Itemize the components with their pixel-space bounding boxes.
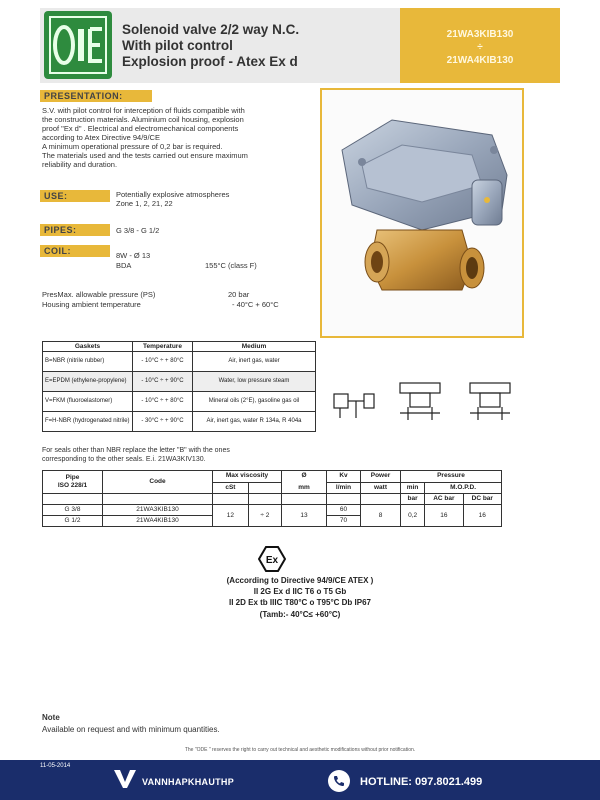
th-visc: Max viscosity bbox=[213, 471, 282, 483]
solenoid-valve-image bbox=[322, 90, 522, 336]
cell-dia: 13 bbox=[282, 505, 327, 527]
th-code: Code bbox=[103, 471, 213, 494]
ex-atex-icon bbox=[258, 546, 286, 572]
table-row bbox=[43, 392, 316, 412]
product-photo bbox=[320, 88, 524, 338]
cell-kv: 70 bbox=[327, 516, 361, 527]
coil-label: COIL: bbox=[40, 245, 110, 257]
presentation-line: The materials used and the tests carried out ensure maximum bbox=[42, 151, 248, 160]
cell: - 10°C ÷ + 80°C bbox=[133, 352, 193, 372]
presentation-line: A minimum operational pressure of 0,2 bar is required. bbox=[42, 142, 223, 151]
cell bbox=[248, 494, 281, 505]
th-temperature: Temperature bbox=[133, 342, 193, 352]
th-dia-label: Ø bbox=[301, 472, 307, 479]
coil-line-2: BDA bbox=[116, 261, 132, 270]
th-ac: AC bar bbox=[425, 494, 463, 505]
disclaimer: The "ODE " reserves the right to carry out technical and aesthetic modifications without prior notification. bbox=[184, 747, 416, 753]
th-bar: bar bbox=[401, 494, 425, 505]
cell: F=H-NBR (hydrogenated nitrile) bbox=[43, 412, 133, 432]
cell bbox=[213, 494, 249, 505]
cell-code: 21WA4KIB130 bbox=[103, 516, 213, 527]
cell bbox=[361, 494, 401, 505]
th-gaskets: Gaskets bbox=[43, 342, 133, 352]
table-row bbox=[43, 412, 316, 432]
pipes-value: G 3/8 - G 1/2 bbox=[116, 226, 160, 235]
doc-date: 11-05-2014 bbox=[40, 763, 71, 769]
cell: - 10°C ÷ + 90°C bbox=[133, 372, 193, 392]
cell bbox=[43, 494, 103, 505]
brand-name: VANNHAPKHAUTHP bbox=[142, 777, 235, 787]
ode-logo bbox=[44, 11, 112, 79]
code-1: 21WA3KIB130 bbox=[446, 29, 514, 40]
cell-visc-1: 12 bbox=[213, 505, 249, 527]
note-text: Available on request and with minimum quantities. bbox=[42, 725, 220, 734]
cell-visc-2: ÷ 2 bbox=[248, 505, 281, 527]
presentation-line: S.V. with pilot control for interception of fluids compatible with bbox=[42, 106, 245, 115]
th-kv: Kv bbox=[327, 471, 361, 483]
valve-symbols bbox=[330, 378, 530, 428]
code-sep: ÷ bbox=[477, 42, 483, 53]
th-dc: DC bar bbox=[463, 494, 501, 505]
coil-temp: 155°C (class F) bbox=[205, 261, 257, 270]
amb-value: - 40°C + 60°C bbox=[232, 300, 279, 309]
atex-line-3: II 2D Ex tb IIIC T80°C o T95°C Db IP67 bbox=[229, 598, 371, 607]
presentation-text bbox=[42, 106, 317, 169]
th-dia bbox=[282, 471, 327, 494]
cell: V=FKM (fluoroelastomer) bbox=[43, 392, 133, 412]
vnk-logo-icon bbox=[112, 766, 138, 792]
atex-line-4: (Tamb:- 40°C≤ +60°C) bbox=[259, 610, 341, 619]
pipes-label: PIPES: bbox=[40, 224, 110, 236]
cell: Air, inert gas, water R 134a, R 404a bbox=[193, 412, 316, 432]
presentation-line: according to Atex Directive 94/9/CE bbox=[42, 133, 160, 142]
spec-header-row-1 bbox=[43, 471, 502, 483]
cell: - 30°C ÷ + 90°C bbox=[133, 412, 193, 432]
atex-line-1: (According to Directive 94/9/CE ATEX ) bbox=[226, 576, 374, 585]
th-pipe-iso: ISO 228/1 bbox=[57, 482, 88, 489]
presentation-line: proof "Ex d" . Electrical and electromechanical components bbox=[42, 124, 239, 133]
use-label: USE: bbox=[40, 190, 110, 202]
presentation-line: reliability and duration. bbox=[42, 160, 118, 169]
cell-pipe: G 1/2 bbox=[43, 516, 103, 527]
header bbox=[40, 8, 560, 83]
amb-label: Housing ambient temperature bbox=[42, 300, 141, 309]
use-text bbox=[116, 190, 229, 208]
cell-pipe: G 3/8 bbox=[43, 505, 103, 516]
hotline-text[interactable]: HOTLINE: 097.8021.499 bbox=[360, 776, 483, 788]
svg-text:Ex: Ex bbox=[265, 555, 279, 566]
phone-icon[interactable] bbox=[328, 770, 350, 792]
cell-ac: 16 bbox=[425, 505, 463, 527]
coil-line-1: 8W - Ø 13 bbox=[116, 251, 151, 260]
ps-value: 20 bar bbox=[228, 290, 250, 299]
table-row bbox=[43, 505, 502, 516]
footer-band bbox=[0, 760, 600, 800]
atex-line-2: II 2G Ex d IIC T6 o T5 Gb bbox=[253, 587, 347, 596]
cell: - 10°C ÷ + 80°C bbox=[133, 392, 193, 412]
title-line-3: Explosion proof - Atex Ex d bbox=[122, 54, 298, 69]
ps-label: PresMax. allowable pressure (PS) bbox=[42, 290, 156, 299]
th-power: Power bbox=[361, 471, 401, 483]
cell-code: 21WA3KIB130 bbox=[103, 505, 213, 516]
cell-kv: 60 bbox=[327, 505, 361, 516]
th-cst: cSt bbox=[213, 482, 249, 494]
cell: B=NBR (nitrile rubber) bbox=[43, 352, 133, 372]
cell-dc: 16 bbox=[463, 505, 501, 527]
th-medium: Medium bbox=[193, 342, 316, 352]
seals-note-line-2: corresponding to the other seals. E.i. 21WA3KIV130. bbox=[42, 456, 206, 463]
cell bbox=[103, 494, 213, 505]
use-line-2: Zone 1, 2, 21, 22 bbox=[116, 199, 173, 208]
gaskets-table bbox=[42, 341, 316, 432]
spec-table bbox=[42, 470, 502, 527]
cell-min: 0,2 bbox=[401, 505, 425, 527]
cell bbox=[282, 494, 327, 505]
seals-note-line-1: For seals other than NBR replace the letter "B" with the ones bbox=[42, 447, 230, 454]
seals-note bbox=[42, 446, 316, 464]
th-pipe bbox=[43, 471, 103, 494]
table-header-row bbox=[43, 342, 316, 352]
th-dia-unit: mm bbox=[298, 484, 310, 491]
cell: Air, inert gas, water bbox=[193, 352, 316, 372]
use-line-1: Potentially explosive atmospheres bbox=[116, 190, 230, 199]
table-row bbox=[43, 372, 316, 392]
title-line-1: Solenoid valve 2/2 way N.C. bbox=[122, 22, 300, 37]
presentation-line: the construction materials. Aluminium coil housing, explosion bbox=[42, 115, 244, 124]
cell: E=EPDM (ethylene-propylene) bbox=[43, 372, 133, 392]
th-pressure: Pressure bbox=[401, 471, 502, 483]
th-mopd: M.O.P.D. bbox=[425, 482, 502, 494]
th-blank bbox=[248, 482, 281, 494]
cell-power: 8 bbox=[361, 505, 401, 527]
th-watt: watt bbox=[361, 482, 401, 494]
th-lmin: l/min bbox=[327, 482, 361, 494]
table-row bbox=[43, 352, 316, 372]
cell: Mineral oils (2°E), gasoline gas oil bbox=[193, 392, 316, 412]
th-pipe-label: Pipe bbox=[65, 474, 80, 481]
cell bbox=[327, 494, 361, 505]
spec-header-row-3 bbox=[43, 494, 502, 505]
title-block bbox=[116, 8, 426, 83]
product-codes bbox=[400, 8, 560, 83]
th-min: min bbox=[401, 482, 425, 494]
code-2: 21WA4KIB130 bbox=[446, 55, 514, 66]
note-title: Note bbox=[42, 713, 60, 722]
presentation-label: PRESENTATION: bbox=[40, 90, 152, 102]
title-line-2: With pilot control bbox=[122, 38, 233, 53]
cell: Water, low pressure steam bbox=[193, 372, 316, 392]
